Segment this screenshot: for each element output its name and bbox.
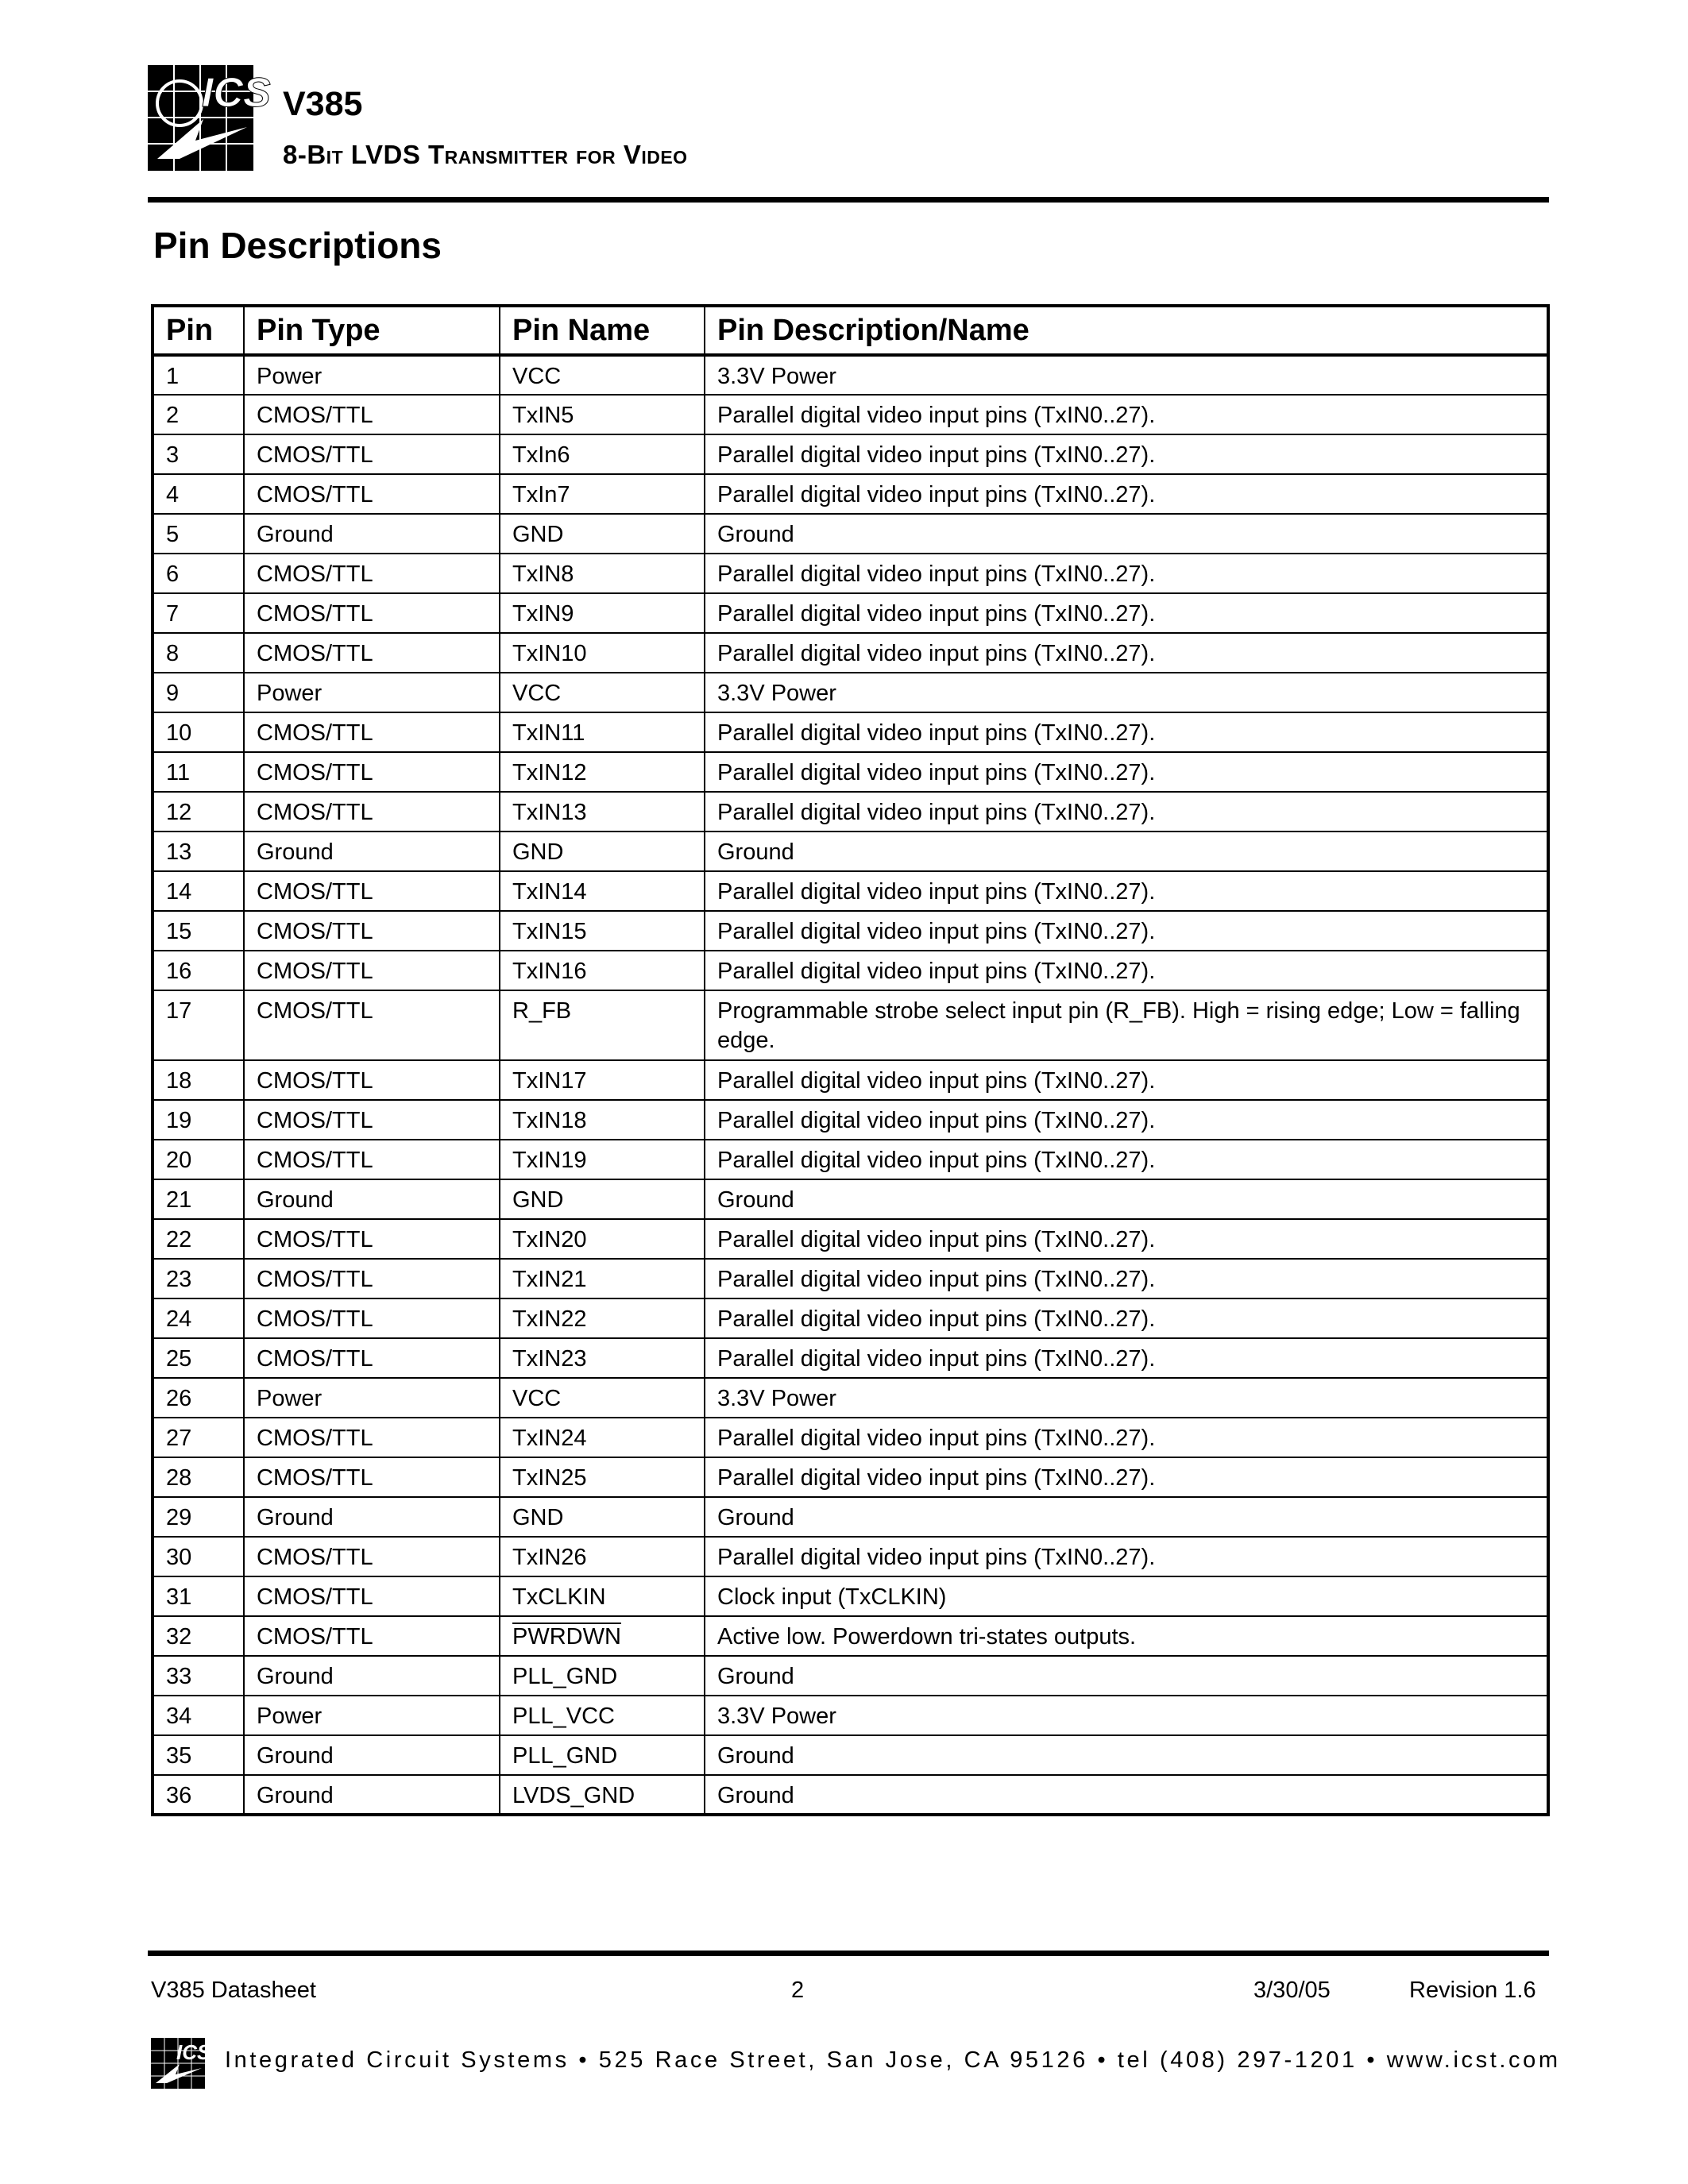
pin-number-cell: 4 [153,474,244,514]
pin-description-cell: 3.3V Power [705,1378,1548,1418]
table-row [153,1735,1548,1775]
table-row [153,633,1548,673]
pin-name-cell: LVDS_GND [500,1775,705,1815]
pin-type-cell: Ground [244,1656,500,1696]
pin-description-cell: 3.3V Power [705,1696,1548,1735]
pin-name-cell: TxIN21 [500,1259,705,1298]
pin-description-cell: Parallel digital video input pins (TxIN0..27). [705,593,1548,633]
pin-name-cell: TxIN10 [500,633,705,673]
pin-name-cell: TxIN26 [500,1537,705,1576]
pin-description-cell: Parallel digital video input pins (TxIN0..27). [705,1100,1548,1140]
pin-type-cell: Ground [244,1775,500,1815]
pin-number-cell: 13 [153,832,244,871]
pin-type-cell: CMOS/TTL [244,1537,500,1576]
pin-number-cell: 22 [153,1219,244,1259]
pin-type-cell: CMOS/TTL [244,1457,500,1497]
pin-name-cell: TxIN22 [500,1298,705,1338]
document-title: V385 [283,85,363,123]
pin-type-cell: CMOS/TTL [244,1060,500,1100]
table-row [153,1696,1548,1735]
table-row [153,1179,1548,1219]
pin-type-cell: CMOS/TTL [244,712,500,752]
column-header-pin-type: Pin Type [244,306,500,355]
ics-logo [148,65,271,171]
table-row [153,673,1548,712]
pin-description-cell: Parallel digital video input pins (TxIN0..27). [705,1298,1548,1338]
pin-number-cell: 2 [153,395,244,434]
pin-description-cell: Parallel digital video input pins (TxIN0..27). [705,911,1548,951]
pin-number-cell: 14 [153,871,244,911]
pin-type-cell: CMOS/TTL [244,633,500,673]
table-row [153,395,1548,434]
pin-number-cell: 6 [153,554,244,593]
table-row [153,1259,1548,1298]
pin-type-cell: CMOS/TTL [244,1259,500,1298]
pin-name-cell: VCC [500,1378,705,1418]
table-row [153,474,1548,514]
pin-type-cell: CMOS/TTL [244,871,500,911]
pin-name-cell: TxIN17 [500,1060,705,1100]
pin-number-cell: 8 [153,633,244,673]
pin-description-cell: Parallel digital video input pins (TxIN0..27). [705,474,1548,514]
table-row [153,554,1548,593]
pin-number-cell: 10 [153,712,244,752]
document-subtitle: 8-Bit LVDS Transmitter for Video [283,140,688,169]
pin-description-cell: Parallel digital video input pins (TxIN0..27). [705,1140,1548,1179]
table-row [153,752,1548,792]
pin-number-cell: 25 [153,1338,244,1378]
pin-number-cell: 28 [153,1457,244,1497]
column-header-pin-name: Pin Name [500,306,705,355]
pin-number-cell: 27 [153,1418,244,1457]
footer-doc-name: V385 Datasheet [151,1978,316,2003]
pin-number-cell: 23 [153,1259,244,1298]
column-header-pin: Pin [153,306,244,355]
pin-name-cell: TxIN20 [500,1219,705,1259]
pin-description-cell: Parallel digital video input pins (TxIN0..27). [705,395,1548,434]
pin-type-cell: CMOS/TTL [244,474,500,514]
pin-number-cell: 32 [153,1616,244,1656]
table-row [153,951,1548,990]
table-row [153,911,1548,951]
pin-name-cell: TxIN14 [500,871,705,911]
table-row [153,1140,1548,1179]
pin-name-cell: R_FB [500,990,705,1060]
pin-name-cell [500,1616,705,1656]
pin-description-cell: Parallel digital video input pins (TxIN0..27). [705,1219,1548,1259]
pin-type-cell: Ground [244,1179,500,1219]
table-row [153,1576,1548,1616]
table-row [153,1219,1548,1259]
pin-description-cell: Parallel digital video input pins (TxIN0..27). [705,554,1548,593]
pin-type-cell: CMOS/TTL [244,1140,500,1179]
pin-number-cell: 33 [153,1656,244,1696]
pin-number-cell: 26 [153,1378,244,1418]
pin-name-cell: PLL_GND [500,1656,705,1696]
pin-name-cell: TxIN16 [500,951,705,990]
pin-description-cell: 3.3V Power [705,355,1548,395]
pin-description-cell: Parallel digital video input pins (TxIN0..27). [705,752,1548,792]
table-row [153,1298,1548,1338]
pin-number-cell: 31 [153,1576,244,1616]
pin-description-table [151,304,1550,1816]
table-row [153,355,1548,395]
company-address: Integrated Circuit Systems • 525 Race Street, San Jose, CA 95126 • tel (408) 297-1201 • www.icst.com [225,2047,1561,2073]
pin-type-cell: CMOS/TTL [244,792,500,832]
pin-number-cell: 18 [153,1060,244,1100]
table-row [153,514,1548,554]
pin-number-cell: 29 [153,1497,244,1537]
table-row [153,434,1548,474]
pin-number-cell: 21 [153,1179,244,1219]
table-row [153,593,1548,633]
pin-name-cell: GND [500,1179,705,1219]
pin-type-cell: CMOS/TTL [244,990,500,1060]
pin-type-cell: CMOS/TTL [244,951,500,990]
pin-name-cell: GND [500,1497,705,1537]
pin-description-cell: Active low. Powerdown tri-states outputs. [705,1616,1548,1656]
pin-type-cell: CMOS/TTL [244,1616,500,1656]
pin-name-cell: TxIN13 [500,792,705,832]
table-header-row [153,306,1548,355]
pin-name-cell: TxIN9 [500,593,705,633]
table-row [153,1775,1548,1815]
pin-number-cell: 15 [153,911,244,951]
footer-rule [148,1951,1549,1956]
footer-date: 3/30/05 [1253,1978,1331,2003]
pin-type-cell: CMOS/TTL [244,434,500,474]
pin-number-cell: 1 [153,355,244,395]
pin-name-cell: TxIN11 [500,712,705,752]
pin-type-cell: Power [244,1696,500,1735]
pin-description-cell: Ground [705,1775,1548,1815]
table-row [153,871,1548,911]
pin-number-cell: 17 [153,990,244,1060]
svg-text:ICS: ICS [176,2040,211,2064]
pin-description-cell: Parallel digital video input pins (TxIN0..27). [705,871,1548,911]
pin-name-cell: TxIN5 [500,395,705,434]
table-row [153,1378,1548,1418]
pin-number-cell: 3 [153,434,244,474]
pin-description-cell: Parallel digital video input pins (TxIN0..27). [705,1259,1548,1298]
table-row [153,990,1548,1060]
pin-number-cell: 30 [153,1537,244,1576]
pin-name-cell: TxIN15 [500,911,705,951]
pin-name-cell: TxIn6 [500,434,705,474]
page-number: 2 [791,1978,805,2003]
ics-small-logo [151,2038,211,2089]
pin-number-cell: 16 [153,951,244,990]
pin-type-cell: CMOS/TTL [244,1418,500,1457]
pin-number-cell: 9 [153,673,244,712]
pin-description-cell: Parallel digital video input pins (TxIN0..27). [705,633,1548,673]
pin-name-cell: VCC [500,673,705,712]
table-row [153,1497,1548,1537]
table-row [153,1457,1548,1497]
pin-type-cell: CMOS/TTL [244,1338,500,1378]
pin-description-cell: Parallel digital video input pins (TxIN0..27). [705,1060,1548,1100]
pin-number-cell: 5 [153,514,244,554]
pin-type-cell: Power [244,355,500,395]
pin-name-cell: GND [500,514,705,554]
pin-type-cell: Power [244,1378,500,1418]
pin-description-cell: Ground [705,514,1548,554]
pin-name-text: PWRDWN [512,1624,621,1650]
pin-description-cell: Ground [705,1735,1548,1775]
pin-description-cell: Ground [705,1179,1548,1219]
pin-type-cell: CMOS/TTL [244,593,500,633]
pin-type-cell: Ground [244,832,500,871]
pin-description-cell: Parallel digital video input pins (TxIN0..27). [705,951,1548,990]
pin-name-cell: TxIN12 [500,752,705,792]
pin-type-cell: CMOS/TTL [244,554,500,593]
pin-number-cell: 34 [153,1696,244,1735]
pin-number-cell: 36 [153,1775,244,1815]
table-row [153,832,1548,871]
pin-number-cell: 7 [153,593,244,633]
table-row [153,1616,1548,1656]
pin-description-cell: Parallel digital video input pins (TxIN0..27). [705,712,1548,752]
pin-description-cell: Ground [705,832,1548,871]
pin-description-cell: Parallel digital video input pins (TxIN0..27). [705,792,1548,832]
pin-number-cell: 19 [153,1100,244,1140]
pin-number-cell: 35 [153,1735,244,1775]
pin-type-cell: CMOS/TTL [244,1100,500,1140]
pin-description-cell: Ground [705,1497,1548,1537]
pin-description-cell: Ground [705,1656,1548,1696]
pin-description-cell: Parallel digital video input pins (TxIN0..27). [705,1418,1548,1457]
pin-type-cell: CMOS/TTL [244,1298,500,1338]
pin-type-cell: CMOS/TTL [244,1576,500,1616]
table-row [153,1537,1548,1576]
column-header-pin-description: Pin Description/Name [705,306,1548,355]
pin-type-cell: CMOS/TTL [244,395,500,434]
pin-description-cell: 3.3V Power [705,673,1548,712]
pin-description-cell: Parallel digital video input pins (TxIN0..27). [705,1338,1548,1378]
table-row [153,792,1548,832]
table-row [153,1338,1548,1378]
pin-name-cell: TxIN19 [500,1140,705,1179]
pin-name-cell: TxIn7 [500,474,705,514]
table-row [153,1656,1548,1696]
pin-name-cell: TxIN24 [500,1418,705,1457]
pin-name-cell: TxIN18 [500,1100,705,1140]
header-rule [148,197,1549,203]
pin-name-cell: TxCLKIN [500,1576,705,1616]
pin-name-cell: TxIN8 [500,554,705,593]
pin-name-cell: PLL_GND [500,1735,705,1775]
pin-type-cell: CMOS/TTL [244,911,500,951]
pin-name-cell: GND [500,832,705,871]
pin-number-cell: 11 [153,752,244,792]
svg-text:ICS: ICS [202,70,271,116]
pin-name-cell: TxIN23 [500,1338,705,1378]
pin-type-cell: Ground [244,1735,500,1775]
table-row [153,1418,1548,1457]
pin-number-cell: 24 [153,1298,244,1338]
table-row [153,1100,1548,1140]
pin-description-cell: Parallel digital video input pins (TxIN0..27). [705,1457,1548,1497]
pin-number-cell: 20 [153,1140,244,1179]
pin-name-cell: PLL_VCC [500,1696,705,1735]
pin-description-cell: Clock input (TxCLKIN) [705,1576,1548,1616]
pin-type-cell: CMOS/TTL [244,752,500,792]
pin-description-cell: Parallel digital video input pins (TxIN0..27). [705,434,1548,474]
table-row [153,712,1548,752]
table-row [153,1060,1548,1100]
pin-type-cell: Ground [244,1497,500,1537]
pin-name-cell: VCC [500,355,705,395]
pin-name-cell: TxIN25 [500,1457,705,1497]
pin-description-cell: Programmable strobe select input pin (R_FB). High = rising edge; Low = falling edge. [705,990,1548,1060]
section-title: Pin Descriptions [153,225,442,266]
pin-type-cell: Ground [244,514,500,554]
pin-description-cell: Parallel digital video input pins (TxIN0..27). [705,1537,1548,1576]
pin-type-cell: Power [244,673,500,712]
pin-type-cell: CMOS/TTL [244,1219,500,1259]
footer-revision: Revision 1.6 [1409,1978,1536,2003]
pin-number-cell: 12 [153,792,244,832]
